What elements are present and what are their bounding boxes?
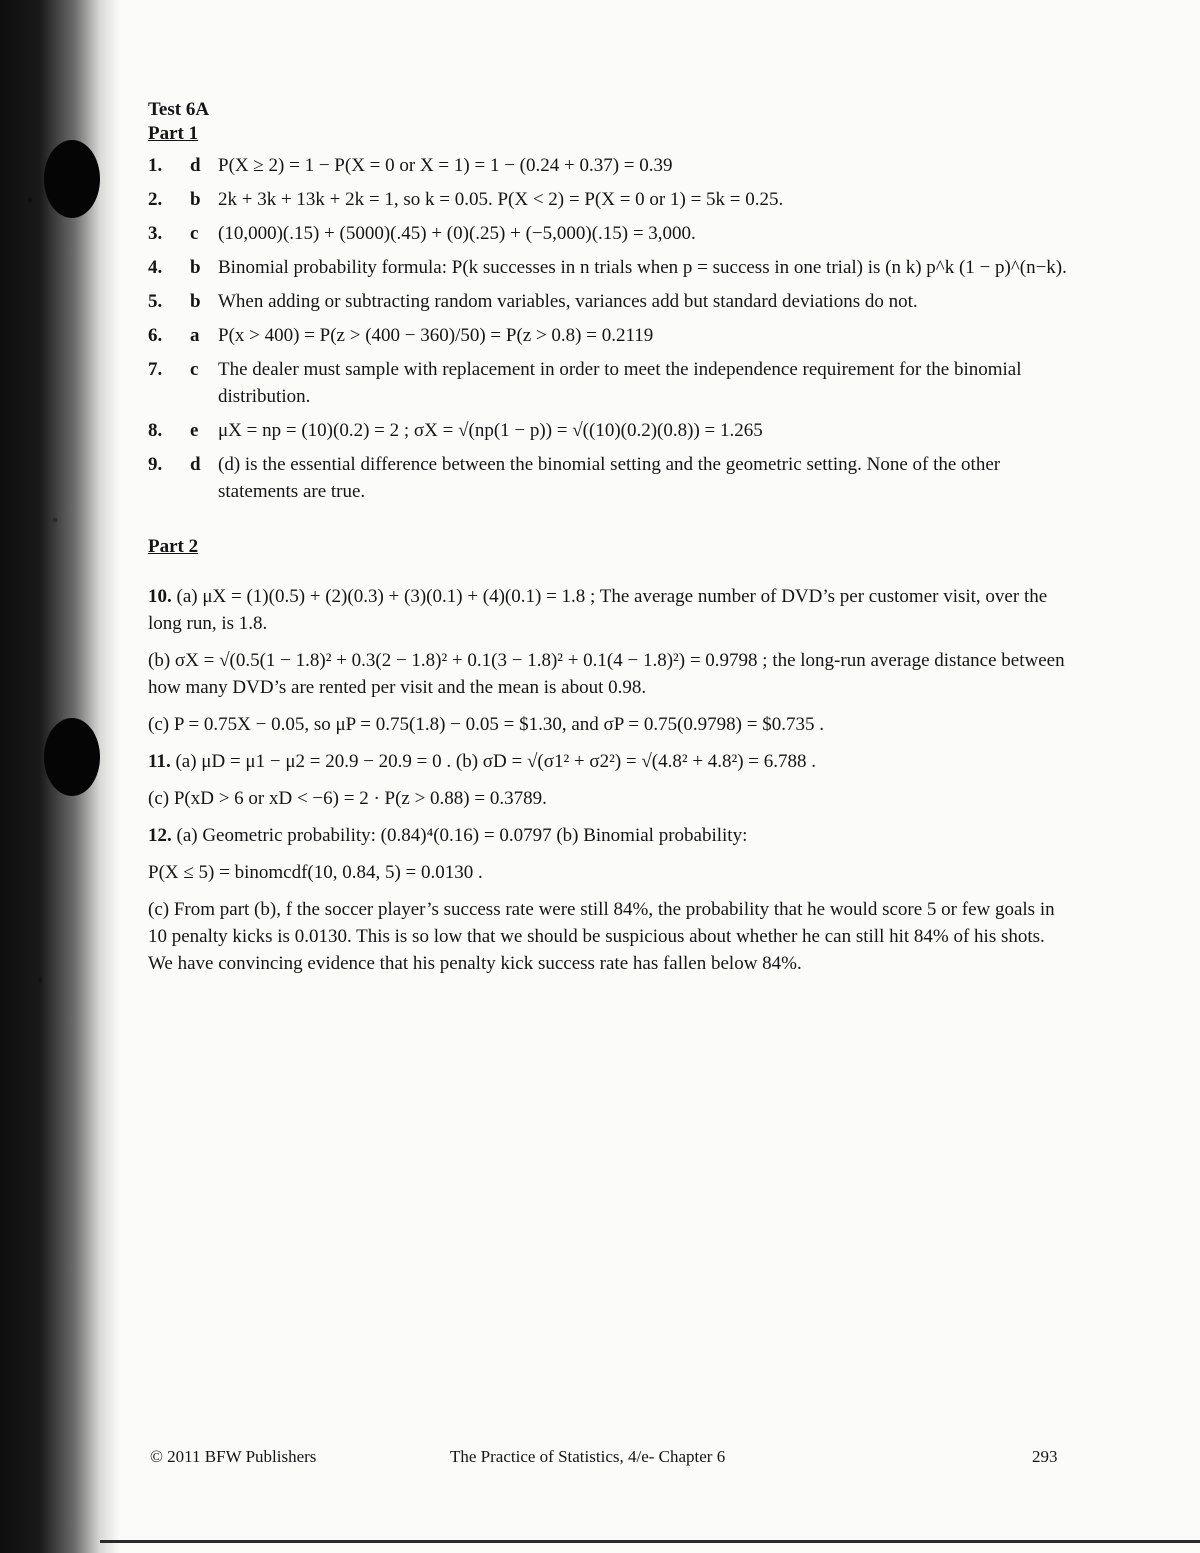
answer-letter: d bbox=[190, 454, 201, 475]
part1-list bbox=[148, 152, 1068, 505]
part2-item bbox=[148, 785, 1068, 812]
question-number: 8. bbox=[148, 420, 163, 441]
part1-item bbox=[148, 417, 1068, 444]
part1-item bbox=[148, 322, 1068, 349]
answer-explanation: (a) μX = (1)(0.5) + (2)(0.3) + (3)(0.1) + (4)(0.1) = 1.8 ; The average number of DVD’s per customer visit, over the long run, is 1.8. bbox=[148, 586, 1048, 634]
question-number: 11. bbox=[148, 751, 171, 772]
answer-explanation: P(X ≥ 2) = 1 − P(X = 0 or X = 1) = 1 − (0.24 + 0.37) = 0.39 bbox=[218, 155, 673, 176]
question-number: 10. bbox=[148, 586, 172, 607]
answer-letter: c bbox=[190, 223, 199, 244]
part2-item bbox=[148, 711, 1068, 738]
question-number: 12. bbox=[148, 825, 172, 846]
part1-item bbox=[148, 356, 1068, 410]
footer-book-title: The Practice of Statistics, 4/e- Chapter 6 bbox=[450, 1447, 726, 1466]
answer-letter: e bbox=[190, 420, 199, 441]
answer-explanation: (c) P(xD > 6 or xD < −6) = 2 · P(z > 0.88) = 0.3789. bbox=[148, 788, 547, 809]
answer-explanation: P(X ≤ 5) = binomcdf(10, 0.84, 5) = 0.0130 . bbox=[148, 862, 483, 883]
question-number: 1. bbox=[148, 155, 163, 176]
answer-explanation: 2k + 3k + 13k + 2k = 1, so k = 0.05. P(X < 2) = P(X = 0 or 1) = 5k = 0.25. bbox=[218, 189, 784, 210]
part1-item bbox=[148, 152, 1068, 179]
part2-item bbox=[148, 647, 1068, 701]
part1-item bbox=[148, 220, 1068, 247]
answer-explanation: (a) Geometric probability: (0.84)⁴(0.16) = 0.0797 (b) Binomial probability: bbox=[176, 825, 748, 846]
question-number: 9. bbox=[148, 454, 163, 475]
part2-item bbox=[148, 583, 1068, 637]
question-number: 5. bbox=[148, 291, 163, 312]
part1-item bbox=[148, 288, 1068, 315]
binder-hole-middle bbox=[44, 718, 100, 796]
part2-item bbox=[148, 822, 1068, 849]
part2-item bbox=[148, 896, 1068, 977]
question-number: 3. bbox=[148, 223, 163, 244]
answer-explanation: (c) From part (b), f the soccer player’s success rate were still 84%, the probability that he would score 5 or few goals in 10 penalty kicks is 0.0130. This is so low that we should be suspicious about whether he can still hit 84% of his shots. We have convincing evidence that his penalty kick success rate has fallen below 84%. bbox=[148, 899, 1055, 974]
part1-item bbox=[148, 254, 1068, 281]
answer-letter: b bbox=[190, 291, 201, 312]
answer-explanation: (a) μD = μ1 − μ2 = 20.9 − 20.9 = 0 . (b) σD = √(σ1² + σ2²) = √(4.8² + 4.8²) = 6.788 . bbox=[175, 751, 817, 772]
answer-explanation: P(x > 400) = P(z > (400 − 360)/50) = P(z > 0.8) = 0.2119 bbox=[218, 325, 654, 346]
binder-hole-top bbox=[44, 140, 100, 218]
part1-item bbox=[148, 451, 1068, 505]
part2-item bbox=[148, 748, 1068, 775]
part1-heading: Part 1 bbox=[148, 123, 199, 144]
footer-page-number: 293 bbox=[1032, 1447, 1058, 1466]
answer-explanation: μX = np = (10)(0.2) = 2 ; σX = √(np(1 − p)) = √((10)(0.2)(0.8)) = 1.265 bbox=[218, 420, 763, 441]
question-number: 2. bbox=[148, 189, 163, 210]
part2-heading: Part 2 bbox=[148, 536, 199, 557]
part2-list bbox=[148, 583, 1068, 977]
answer-explanation: Binomial probability formula: P(k successes in n trials when p = success in one trial) is (n k) p^k (1 − p)^(n−k). bbox=[218, 257, 1067, 278]
answer-letter: a bbox=[190, 325, 200, 346]
part1-item bbox=[148, 186, 1068, 213]
page-bottom-edge bbox=[100, 1540, 1200, 1543]
answer-letter: c bbox=[190, 359, 199, 380]
answer-letter: b bbox=[190, 189, 201, 210]
answer-explanation: (c) P = 0.75X − 0.05, so μP = 0.75(1.8) − 0.05 = $1.30, and σP = 0.75(0.9798) = $0.735 . bbox=[148, 714, 824, 735]
question-number: 6. bbox=[148, 325, 163, 346]
question-number: 7. bbox=[148, 359, 163, 380]
test-title: Test 6A bbox=[148, 99, 210, 120]
answer-explanation: The dealer must sample with replacement in order to meet the independence requirement for the binomial distribution. bbox=[218, 359, 1022, 407]
answer-key-page bbox=[148, 98, 1068, 987]
question-number: 4. bbox=[148, 257, 163, 278]
answer-explanation: (b) σX = √(0.5(1 − 1.8)² + 0.3(2 − 1.8)² + 0.1(3 − 1.8)² + 0.1(4 − 1.8)²) = 0.9798 ; the long-run average distance between how many DVD’s are rented per visit and the mean is about 0.98. bbox=[148, 650, 1065, 698]
footer-copyright: © 2011 BFW Publishers bbox=[150, 1447, 317, 1466]
answer-explanation: (d) is the essential difference between the binomial setting and the geometric setting. None of the other statements are true. bbox=[218, 454, 1001, 502]
answer-explanation: When adding or subtracting random variables, variances add but standard deviations do not. bbox=[218, 291, 918, 312]
answer-letter: b bbox=[190, 257, 201, 278]
part2-item bbox=[148, 859, 1068, 886]
answer-explanation: (10,000)(.15) + (5000)(.45) + (0)(.25) + (−5,000)(.15) = 3,000. bbox=[218, 223, 696, 244]
answer-letter: d bbox=[190, 155, 201, 176]
